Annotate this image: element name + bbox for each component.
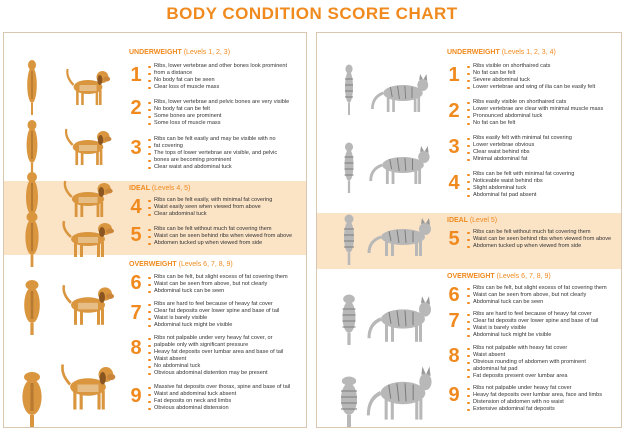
list-item: Lower vertebrae obvious [467,142,619,149]
list-item: Ribs not palpable under very heavy fat cover, or [148,335,303,342]
list-item: Ribs can be felt without much fat covering them [467,229,619,236]
list-item: Abdominal tuck can be seen [148,288,303,295]
dog-score-6-criteria [148,274,303,295]
list-item: palpable only with significant pressure [148,342,303,349]
list-item: Clear waist and abdominal tuck [148,164,303,171]
cat-illustrations [327,47,443,427]
list-item: Ribs can be felt, but slight excess of fat covering them [148,274,303,281]
list-item: Waist is barely visible [148,315,303,322]
cat-panel [316,32,622,428]
list-item: Waist can be seen from above, but not clearly [467,292,619,299]
cat-score-5-number: 5 [448,228,460,250]
list-item: Ribs can be felt easily and may be visible with no [148,136,303,143]
list-item: Ribs, lower vertebrae and other bones look prominent [148,63,303,70]
list-item: Abdominal tuck can be seen [467,299,619,306]
list-item: Fat deposits present over lumbar area [467,373,619,380]
list-item: from a distance [148,70,303,77]
list-item: Obvious abdominal distention may be present [148,370,303,377]
list-item: Waist can be seen behind ribs when viewed from above [148,233,303,240]
list-item: Massive fat deposits over thorax, spine and base of tail [148,384,303,391]
dog-score-4-number: 4 [130,196,142,218]
cat-score-8-criteria [467,345,619,380]
cat-score-9-criteria [467,385,619,413]
list-item: No body fat can be felt [148,106,303,113]
dog-illustrations [16,47,122,427]
cat-score-2-number: 2 [448,100,460,122]
cat-score-3-criteria [467,135,619,163]
dog-score-5-number: 5 [130,224,142,246]
list-item: fat covering [148,143,303,150]
list-item: Ribs not palpable under heavy fat cover [467,385,619,392]
chart-title: BODY CONDITION SCORE CHART [166,4,458,23]
dog-panel [3,32,307,428]
cat-score-3-number: 3 [448,136,460,158]
cat-overweight-heading: OVERWEIGHT (Levels 6, 7, 8, 9) [447,273,551,280]
dog-score-3-number: 3 [130,137,142,159]
dog-score-7-criteria [148,301,303,329]
dog-score-8-number: 8 [130,337,142,359]
list-item: Slight abdominal tuck [467,185,619,192]
cat-score-7-criteria [467,311,619,339]
list-item: Lower vertebrae and wing of ilia can be easily felt [467,84,619,91]
list-item: Waist easily seen when viewed from above [148,204,303,211]
cat-score-5-criteria [467,229,619,250]
list-item: Clear fat deposits over lower spine and base of tail [467,318,619,325]
dog-ideal-heading: IDEAL (Levels 4, 5) [129,185,191,192]
list-item: Heavy fat deposits over lumbar area and base of tail [148,349,303,356]
cat-score-7-number: 7 [448,310,460,332]
list-item: Abdominal tuck might be visible [467,332,619,339]
cat-score-2-criteria [467,99,619,127]
list-item: bones are becoming prominent [148,157,303,164]
dog-score-1-criteria [148,63,303,91]
dog-score-1-number: 1 [130,64,142,86]
dog-underweight-heading: UNDERWEIGHT (Levels 1, 2, 3) [129,49,231,56]
list-item: Abdominal tuck might be visible [148,322,303,329]
cat-ideal-heading: IDEAL (Level 5) [447,217,498,224]
cat-score-1-criteria [467,63,619,91]
dog-score-8-criteria [148,335,303,377]
list-item: Severe abdominal tuck [467,77,619,84]
cat-score-8-number: 8 [448,345,460,367]
list-item: Waist absent [148,356,303,363]
dog-score-6-number: 6 [130,272,142,294]
dog-score-9-number: 9 [130,385,142,407]
dog-score-2-number: 2 [130,97,142,119]
list-item: Ribs, lower vertebrae and pelvic bones are very visible [148,99,303,106]
cat-underweight-heading: UNDERWEIGHT (Levels 1, 2, 3, 4) [447,49,556,56]
cat-score-1-number: 1 [448,64,460,86]
dog-score-3-criteria [148,136,303,171]
list-item: Some loss of muscle mass [148,120,303,127]
list-item: Clear abdominal tuck [148,211,303,218]
list-item: Ribs can be felt without much fat covering them [148,226,303,233]
list-item: Obvious rounding of abdomen with prominent [467,359,619,366]
list-item: No abdominal tuck [148,363,303,370]
cat-score-4-criteria [467,171,619,199]
list-item: Ribs not palpable with heavy fat cover [467,345,619,352]
list-item: Some bones are prominent [148,113,303,120]
dog-score-2-criteria [148,99,303,127]
list-item: Waist can be seen behind ribs when viewed from above [467,236,619,243]
list-item: The tops of lower vertebrae are visible, and pelvic [148,150,303,157]
dog-score-5-criteria [148,226,303,247]
list-item: Ribs can be felt, but slight excess of fat covering them [467,285,619,292]
list-item: Pronounced abdominal tuck [467,113,619,120]
list-item: Ribs are hard to feel because of heavy fat cover [467,311,619,318]
list-item: Clear fat deposits over lower spine and base of tail [148,308,303,315]
list-item: No fat can be felt [467,120,619,127]
list-item: Waist absent [467,352,619,359]
list-item: Ribs easily felt with minimal fat covering [467,135,619,142]
list-item: Ribs are hard to feel because of heavy fat cover [148,301,303,308]
list-item: Abdomen tucked up when viewed from side [148,240,303,247]
list-item: Ribs can be felt easily, with minimal fat covering [148,197,303,204]
list-item: Lower vertebrae are clear with minimal muscle mass [467,106,619,113]
list-item: Waist can be seen from above, but not clearly [148,281,303,288]
list-item: Extensive abdominal fat deposits [467,406,619,413]
cat-score-6-criteria [467,285,619,306]
list-item: No body fat can be seen [148,77,303,84]
list-item: Clear loss of muscle mass [148,84,303,91]
dog-score-4-criteria [148,197,303,218]
list-item: abdominal fat pad [467,366,619,373]
list-item: Distension of abdomen with no waist [467,399,619,406]
cat-score-9-number: 9 [448,384,460,406]
list-item: Obvious abdominal distension [148,405,303,412]
dog-overweight-heading: OVERWEIGHT (Levels 6, 7, 8, 9) [129,261,233,268]
list-item: Heavy fat deposits over lumbar area, face and limbs [467,392,619,399]
cat-score-6-number: 6 [448,284,460,306]
list-item: Minimal abdominal fat [467,156,619,163]
cat-score-4-number: 4 [448,172,460,194]
list-item: Waist is barely visible [467,325,619,332]
list-item: Abdomen tucked up when viewed from side [467,243,619,250]
list-item: Ribs visible on shorthaired cats [467,63,619,70]
list-item: Clear waist behind ribs [467,149,619,156]
dog-score-9-criteria [148,384,303,412]
list-item: No fat can be felt [467,70,619,77]
list-item: Ribs easily visible on shorthaired cats [467,99,619,106]
list-item: Waist and abdominal tuck absent [148,391,303,398]
list-item: Fat deposits on neck and limbs [148,398,303,405]
list-item: Ribs can be felt with minimal fat covering [467,171,619,178]
list-item: Noticeable waist behind ribs [467,178,619,185]
list-item: Abdominal fat pad absent [467,192,619,199]
dog-score-7-number: 7 [130,302,142,324]
